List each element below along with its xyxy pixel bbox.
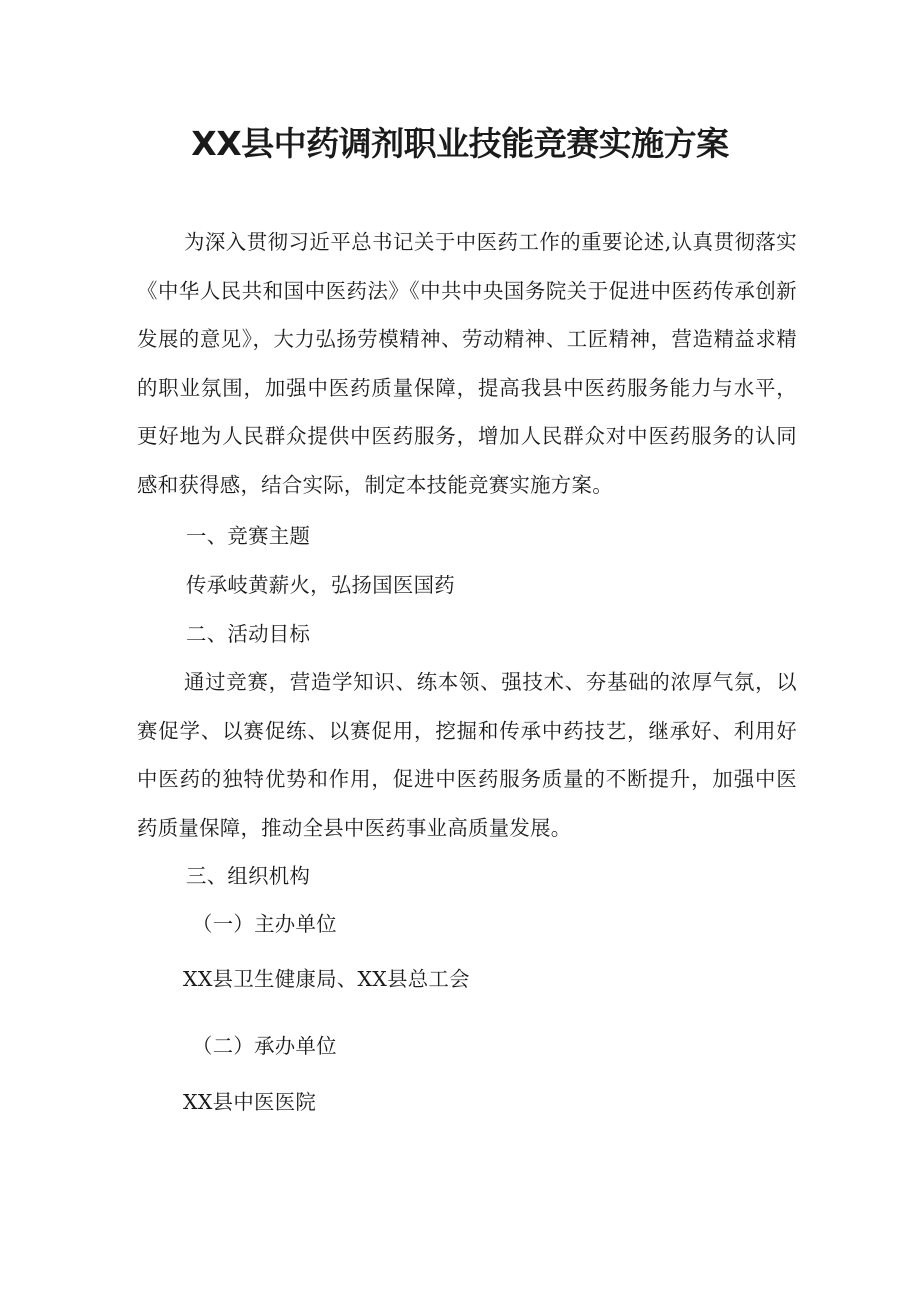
section-heading-goals: 二、活动目标 (186, 622, 311, 646)
section-heading-theme: 一、竞赛主题 (186, 524, 311, 548)
intro-paragraph: 为深入贯彻习近平总书记关于中医药工作的重要论述,认真贯彻落实《中华人民共和国中医药法》《中共中央国务院关于促进中医药传承创新发展的意见》，大力弘扬劳模精神、劳动精神、工匠精神，营造精益求精的职业氛围，加强中医药质量保障，提高我县中医药服务能力与水平，更好地为人民群众提供中医药服务，增加人民群众对中医药服务的认同感和获得感，结合实际，制定本技能竞赛实施方案。 (137, 230, 797, 497)
theme-content: 传承岐黄薪火，弘扬国医国药 (186, 573, 455, 597)
document-title: XX县中药调剂职业技能竞赛实施方案 (191, 124, 729, 163)
subsection-heading-host: （一）主办单位 (192, 912, 337, 936)
organizer-unit: XX县中医医院 (183, 1090, 317, 1114)
host-units: XX县卫生健康局、XX县总工会 (183, 967, 470, 991)
goals-paragraph: 通过竞赛，营造学知识、练本领、强技术、夯基础的浓厚气氛，以赛促学、以赛促练、以赛促用，挖掘和传承中药技艺，继承好、利用好中医药的独特优势和作用，促进中医药服务质量的不断提升，加强中医药质量保障，推动全县中医药事业高质量发展。 (137, 670, 797, 840)
subsection-heading-organizer: （二）承办单位 (192, 1034, 337, 1058)
section-heading-organization: 三、组织机构 (186, 864, 311, 888)
